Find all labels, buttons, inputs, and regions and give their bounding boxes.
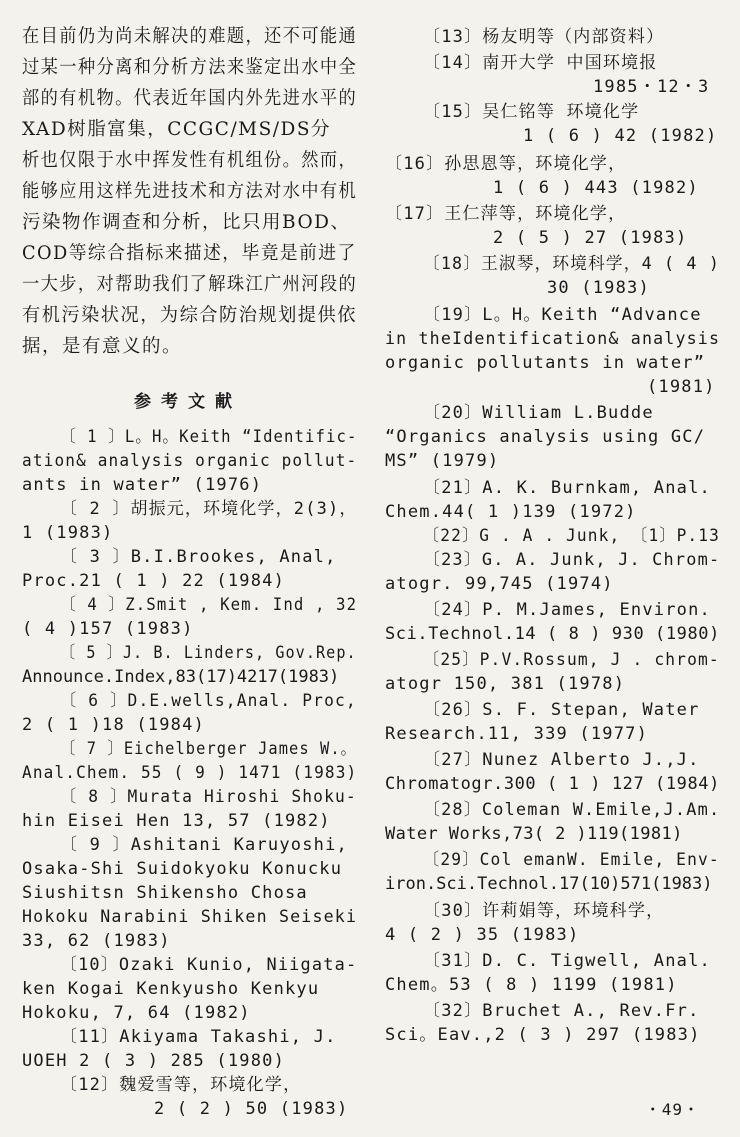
reference-line: Chem。53 ( 8 ) 1199 (1981): [385, 975, 678, 995]
reference-line: 〔10〕Ozaki Kunio, Niigata-: [60, 955, 358, 975]
body-line: 析也仅限于水中挥发性有机组份。然而，: [22, 150, 358, 171]
body-line: 过某一种分离和分析方法来鉴定出水中全: [22, 57, 358, 78]
body-line: COD等综合指标来描述，毕竟是前进了: [22, 243, 357, 264]
reference-line: 30 (1983): [547, 278, 650, 298]
reference-line: Chromatogr.300 ( 1 ) 127 (1984): [385, 774, 720, 794]
reference-line: 〔24〕P. M.James, Environ.: [423, 600, 711, 620]
body-line: 能够应用这样先进技术和方法对水中有机: [22, 181, 358, 202]
reference-line: 〔20〕William L.Budde: [423, 403, 654, 423]
reference-line: in theIdentification& analysis: [385, 329, 721, 349]
body-line: 在目前仍为尚未解决的难题，还不可能通: [22, 26, 358, 47]
reference-line: 〔30〕许莉娟等，环境科学，: [423, 901, 665, 921]
reference-line: 1 ( 6 ) 443 (1982): [493, 178, 699, 198]
reference-line: 〔29〕Col emanW. Emile, Env-: [423, 850, 720, 870]
reference-line: 2 ( 5 ) 27 (1983): [493, 228, 688, 248]
reference-line: organic pollutants in water”: [385, 353, 706, 373]
reference-line: 2 ( 1 )18 (1984): [22, 715, 205, 735]
reference-line: Hokoku Narabini Shiken Seiseki: [22, 907, 358, 927]
reference-line: Proc.21 ( 1 ) 22 (1984): [22, 571, 286, 591]
reference-line: Siushitsn Shikensho Chosa: [22, 883, 308, 903]
reference-line: 〔11〕Akiyama Takashi, J.: [60, 1027, 337, 1047]
reference-line: Water Works,73( 2 )119(1981): [385, 824, 683, 844]
body-line: 据，是有意义的。: [22, 336, 183, 357]
reference-line: Research.11, 339 (1977): [385, 724, 649, 744]
reference-line: 〔14〕南开大学 中国环境报: [423, 53, 658, 73]
reference-line: 〔 5 〕J. B. Linders, Gov.Rep.: [60, 643, 357, 663]
reference-line: 〔28〕Coleman W.Emile,J.Am.: [423, 800, 721, 820]
reference-line: MS” (1979): [385, 451, 500, 471]
reference-line: 〔 4 〕Z.Smit , Kem. Ind , 32: [60, 595, 358, 615]
reference-line: iron.Sci.Technol.17(10)571(1983): [385, 874, 713, 894]
reference-line: 〔13〕杨友明等（内部资料）: [423, 27, 665, 47]
reference-line: 2 ( 2 ) 50 (1983): [154, 1099, 349, 1119]
reference-line: UOEH 2 ( 3 ) 285 (1980): [22, 1051, 286, 1071]
reference-line: Sci。Eav.,2 ( 3 ) 297 (1983): [385, 1025, 701, 1045]
reference-line: hin Eisei Hen 13, 57 (1982): [22, 811, 331, 831]
reference-line: 〔17〕王仁萍等，环境化学，: [385, 204, 627, 224]
reference-line: 〔 1 〕L。H。Keith “Identific-: [60, 427, 358, 447]
reference-line: “Organics analysis using GC/: [385, 427, 706, 447]
reference-line: 〔16〕孙思恩等，环境化学，: [385, 154, 627, 174]
body-line: 污染物作调查和分析，比只用BOD、: [22, 212, 351, 233]
reference-line: ken Kogai Kenkyusho Kenkyu: [22, 979, 320, 999]
reference-line: 〔25〕P.V.Rossum, J . chrom-: [423, 650, 720, 670]
reference-line: 1985・12・3: [593, 77, 710, 97]
reference-line: 〔32〕Bruchet A., Rev.Fr.: [423, 1001, 700, 1021]
reference-line: 〔26〕S. F. Stepan, Water: [423, 700, 700, 720]
reference-line: 〔18〕王淑琴，环境科学，4 ( 4 ): [423, 254, 721, 274]
body-line: 部的有机物。代表近年国内外先进水平的: [22, 88, 358, 109]
reference-line: 〔 6 〕D.E.wells,Anal. Proc,: [60, 691, 357, 711]
reference-line: Hokoku, 7, 64 (1982): [22, 1003, 251, 1023]
reference-line: 〔 7 〕Eichelberger James W.。: [60, 739, 358, 759]
reference-line: 4 ( 2 ) 35 (1983): [385, 925, 580, 945]
reference-line: 1 (1983): [22, 523, 114, 543]
reference-line: 〔23〕G. A. Junk, J. Chrom-: [423, 550, 721, 570]
reference-line: ( 4 )157 (1983): [22, 619, 194, 639]
reference-line: 〔22〕G . A . Junk, 〔1〕P.13: [423, 526, 720, 546]
reference-line: 〔27〕Nunez Alberto J.,J.: [423, 750, 700, 770]
body-line: 一大步，对帮助我们了解珠江广州河段的: [22, 274, 358, 295]
reference-line: 〔 3 〕B.I.Brookes, Anal,: [60, 547, 337, 567]
reference-line: Osaka-Shi Suidokyoku Konucku: [22, 859, 343, 879]
reference-line: 〔31〕D. C. Tigwell, Anal.: [423, 951, 711, 971]
body-line: 有机污染状况，为综合防治规划提供依: [22, 305, 357, 326]
reference-line: ation& analysis organic pollut-: [22, 451, 358, 471]
reference-line: 1 ( 6 ) 42 (1982): [523, 126, 718, 146]
reference-line: Sci.Technol.14 ( 8 ) 930 (1980): [385, 624, 720, 644]
reference-line: ants in water” (1976): [22, 475, 263, 495]
body-line: XAD树脂富集，CCGC/MS/DS分: [22, 119, 332, 140]
reference-line: 〔19〕L。H。Keith “Advance: [423, 305, 702, 325]
reference-line: atogr 150, 381 (1978): [385, 674, 626, 694]
reference-line: 〔 8 〕Murata Hiroshi Shoku-: [60, 787, 357, 807]
page-number: ・49・: [644, 1100, 700, 1119]
reference-line: 〔 2 〕胡振元，环境化学，2(3)，: [60, 499, 358, 519]
reference-line: 33, 62 (1983): [22, 931, 171, 951]
reference-line: 〔 9 〕Ashitani Karuyoshi,: [60, 835, 348, 855]
references-heading: 参考文献: [134, 392, 242, 412]
reference-line: Announce.Index,83(17)4217(1983): [22, 667, 340, 687]
reference-line: (1981): [647, 377, 716, 397]
reference-line: Anal.Chem. 55 ( 9 ) 1471 (1983): [22, 763, 358, 783]
reference-line: Chem.44( 1 )139 (1972): [385, 502, 637, 522]
reference-line: 〔15〕吴仁铭等 环境化学: [423, 102, 640, 122]
reference-line: atogr. 99,745 (1974): [385, 574, 614, 594]
reference-line: 〔21〕A. K. Burnkam, Anal.: [423, 478, 711, 498]
reference-line: 〔12〕魏爱雪等，环境化学，: [60, 1075, 302, 1095]
